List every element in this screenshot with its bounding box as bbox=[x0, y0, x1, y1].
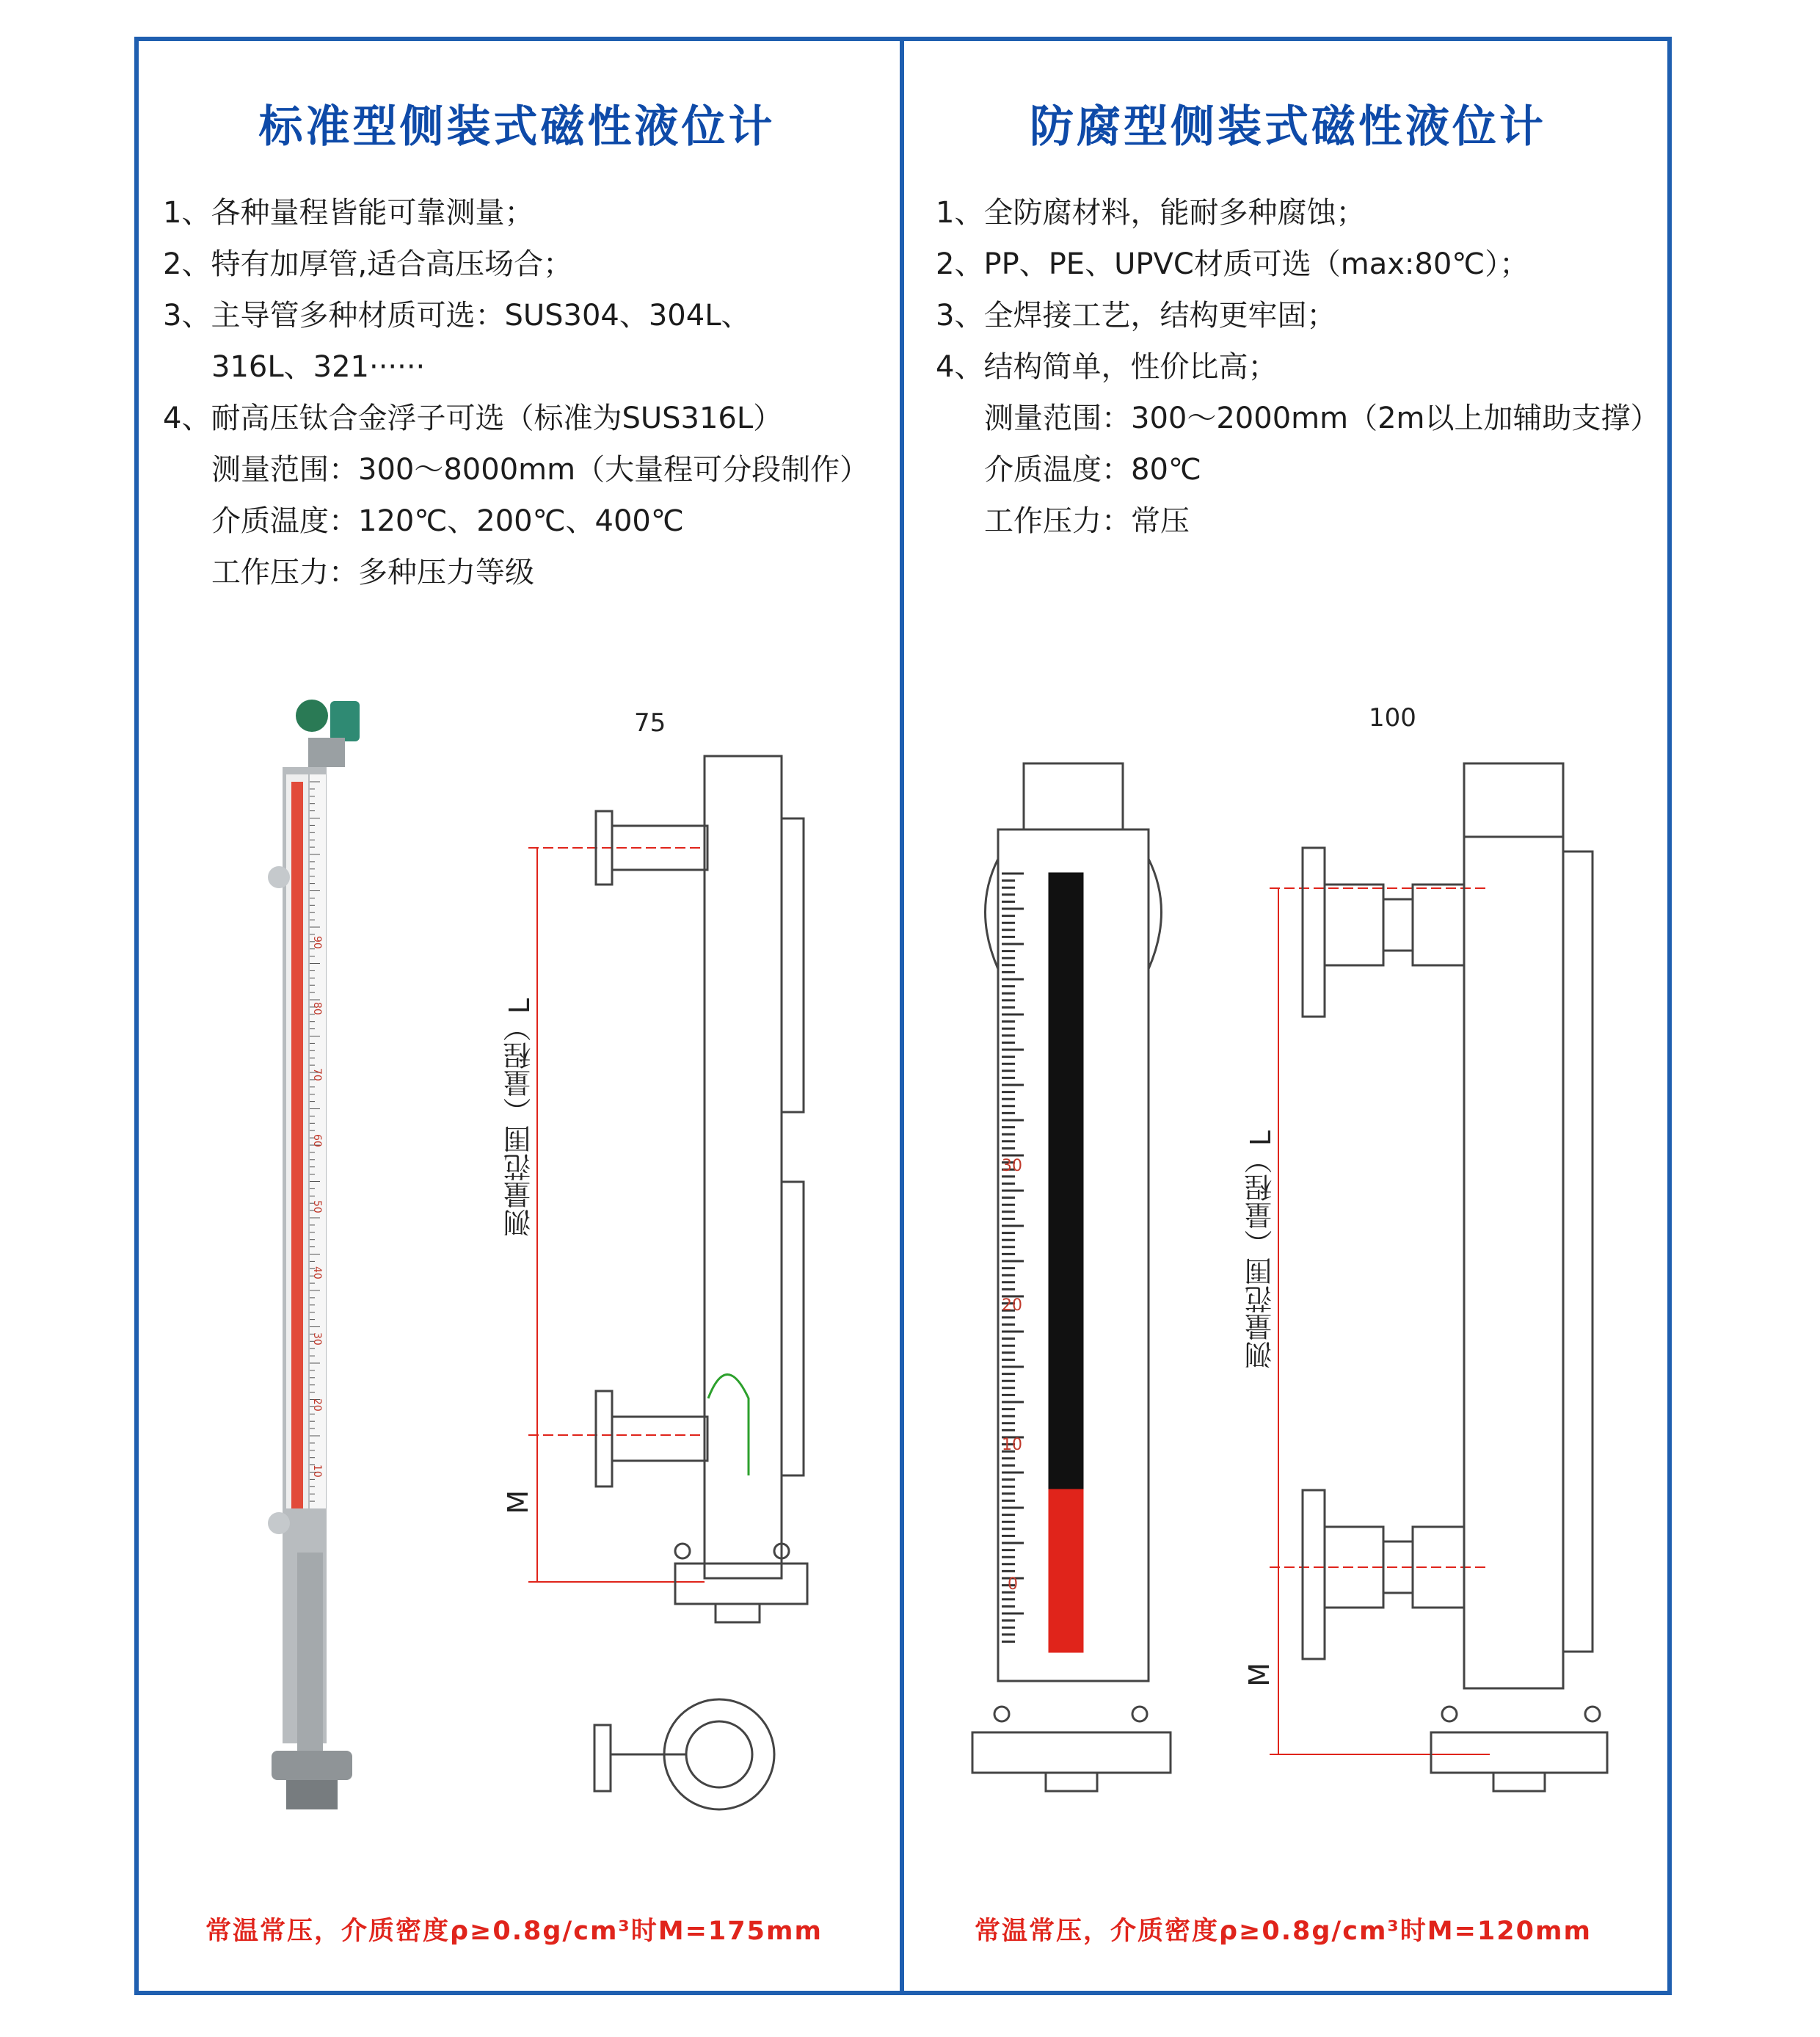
photo-tick-70: 70 bbox=[311, 1068, 323, 1081]
right-range: 测量范围：300～2000mm（2m以上加辅助支撑） bbox=[984, 402, 1660, 435]
left-feature-list bbox=[163, 187, 869, 598]
photo-tick-10: 10 bbox=[311, 1464, 323, 1478]
left-dim-top: 75 bbox=[634, 708, 666, 738]
left-feature-2: 2、特有加厚管,适合高压场合； bbox=[163, 247, 573, 281]
left-feature-4: 4、耐高压钛合金浮子可选（标准为SUS316L） bbox=[163, 402, 783, 435]
left-product-photo bbox=[264, 694, 367, 1861]
right-m-label: M bbox=[1243, 1663, 1275, 1687]
photo-tick-90: 90 bbox=[311, 936, 323, 949]
scale-label-30: 30 bbox=[1002, 1157, 1022, 1175]
right-dim-top: 100 bbox=[1369, 703, 1416, 733]
right-footnote: 常温常压，介质密度ρ≥0.8g/cm³时M=120mm bbox=[975, 1917, 1592, 1946]
left-feature-1: 1、各种量程皆能可靠测量； bbox=[163, 196, 534, 230]
main-tube bbox=[705, 756, 782, 1578]
right-feature-list bbox=[936, 187, 1660, 547]
scale-label-20: 20 bbox=[1002, 1296, 1022, 1315]
left-tech-drawing bbox=[528, 741, 807, 1879]
transmitter-head-icon bbox=[330, 701, 360, 741]
photo-tick-20: 20 bbox=[311, 1398, 323, 1412]
left-range-label: 测量范围（量程）L bbox=[503, 998, 536, 1238]
right-feature-1: 1、全防腐材料，能耐多种腐蚀； bbox=[936, 196, 1366, 230]
left-panel-title: 标准型侧装式磁性液位计 bbox=[258, 101, 776, 153]
lower-flange bbox=[596, 1391, 612, 1486]
right-upper-flange bbox=[1303, 848, 1325, 1017]
right-indicator-red bbox=[1049, 1490, 1082, 1652]
right-range-label: 测量范围（量程）L bbox=[1245, 1130, 1277, 1370]
photo-tick-40: 40 bbox=[311, 1266, 323, 1279]
right-bottom-flange bbox=[972, 1732, 1171, 1773]
photo-tick-30: 30 bbox=[311, 1332, 323, 1346]
left-feature-3: 3、主导管多种材质可选：SUS304、304L、 bbox=[163, 299, 751, 333]
right-top-cap bbox=[1024, 763, 1123, 829]
scale-label-10: 10 bbox=[1002, 1436, 1022, 1454]
right-main-tube bbox=[1464, 837, 1563, 1688]
right-feature-2: 2、PP、PE、UPVC材质可选（max:80℃）； bbox=[936, 247, 1529, 281]
right-pressure: 工作压力：常压 bbox=[984, 504, 1190, 538]
right-panel-title: 防腐型侧装式磁性液位计 bbox=[1030, 101, 1546, 153]
photo-tick-60: 60 bbox=[311, 1134, 323, 1147]
right-side-bottom-flange bbox=[1431, 1732, 1607, 1773]
left-temperature: 介质温度：120℃、200℃、400℃ bbox=[211, 504, 684, 538]
left-m-label: M bbox=[502, 1490, 534, 1514]
right-feature-3: 3、全焊接工艺，结构更牢固； bbox=[936, 299, 1336, 333]
left-range: 测量范围：300～8000mm（大量程可分段制作） bbox=[211, 453, 870, 487]
right-side-drawing bbox=[1270, 763, 1615, 1798]
scale-label-0: 0 bbox=[1008, 1575, 1018, 1594]
right-feature-4: 4、结构简单，性价比高； bbox=[936, 350, 1278, 384]
right-lower-flange bbox=[1303, 1490, 1325, 1659]
bottom-flange bbox=[675, 1564, 807, 1604]
left-pressure: 工作压力：多种压力等级 bbox=[211, 556, 534, 589]
photo-tick-50: 50 bbox=[311, 1200, 323, 1213]
right-front-drawing bbox=[972, 763, 1178, 1806]
valve-handle-icon bbox=[296, 700, 328, 732]
right-temperature: 介质温度：80℃ bbox=[984, 453, 1201, 487]
left-footnote: 常温常压，介质密度ρ≥0.8g/cm³时M=175mm bbox=[205, 1917, 823, 1946]
left-feature-3-cont: 316L、321······ bbox=[211, 350, 426, 384]
panel-divider bbox=[900, 37, 904, 1995]
photo-tick-80: 80 bbox=[311, 1002, 323, 1015]
